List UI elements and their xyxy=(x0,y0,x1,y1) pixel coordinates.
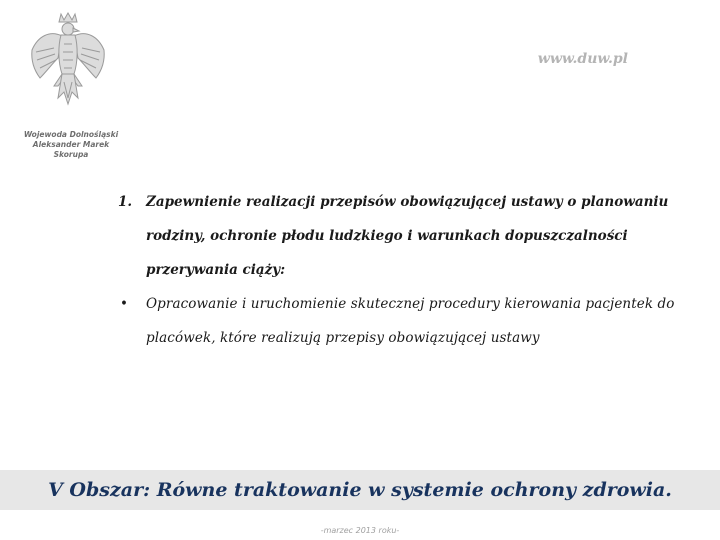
org-caption-line2: Aleksander Marek Skorupa xyxy=(32,140,110,159)
bullet-text: Opracowanie i uruchomienie skutecznej procedury kierowania pacjentek do placówek, które realizują przepisy obowiązującej ustawy xyxy=(146,296,675,346)
section-banner xyxy=(0,470,720,510)
slide-content xyxy=(118,185,698,355)
numbered-item xyxy=(118,185,698,287)
item-text: Zapewnienie realizacji przepisów obowiązującej ustawy o planowaniu rodziny, ochronie płodu ludzkiego i warunkach dopuszczalności przerywania ciąży: xyxy=(146,194,669,278)
bullet-item xyxy=(118,287,698,355)
footer-date: -marzec 2013 roku- xyxy=(320,526,400,535)
website-url: www.duw.pl xyxy=(537,51,628,67)
org-caption-line1: Wojewoda Dolnośląski xyxy=(23,130,119,139)
bullet-icon: • xyxy=(120,296,128,312)
white-eagle-emblem-icon xyxy=(28,12,108,124)
item-number: 1. xyxy=(118,194,133,210)
org-caption xyxy=(16,130,126,160)
banner-title: V Obszar: Równe traktowanie w systemie ochrony zdrowia. xyxy=(48,479,672,501)
